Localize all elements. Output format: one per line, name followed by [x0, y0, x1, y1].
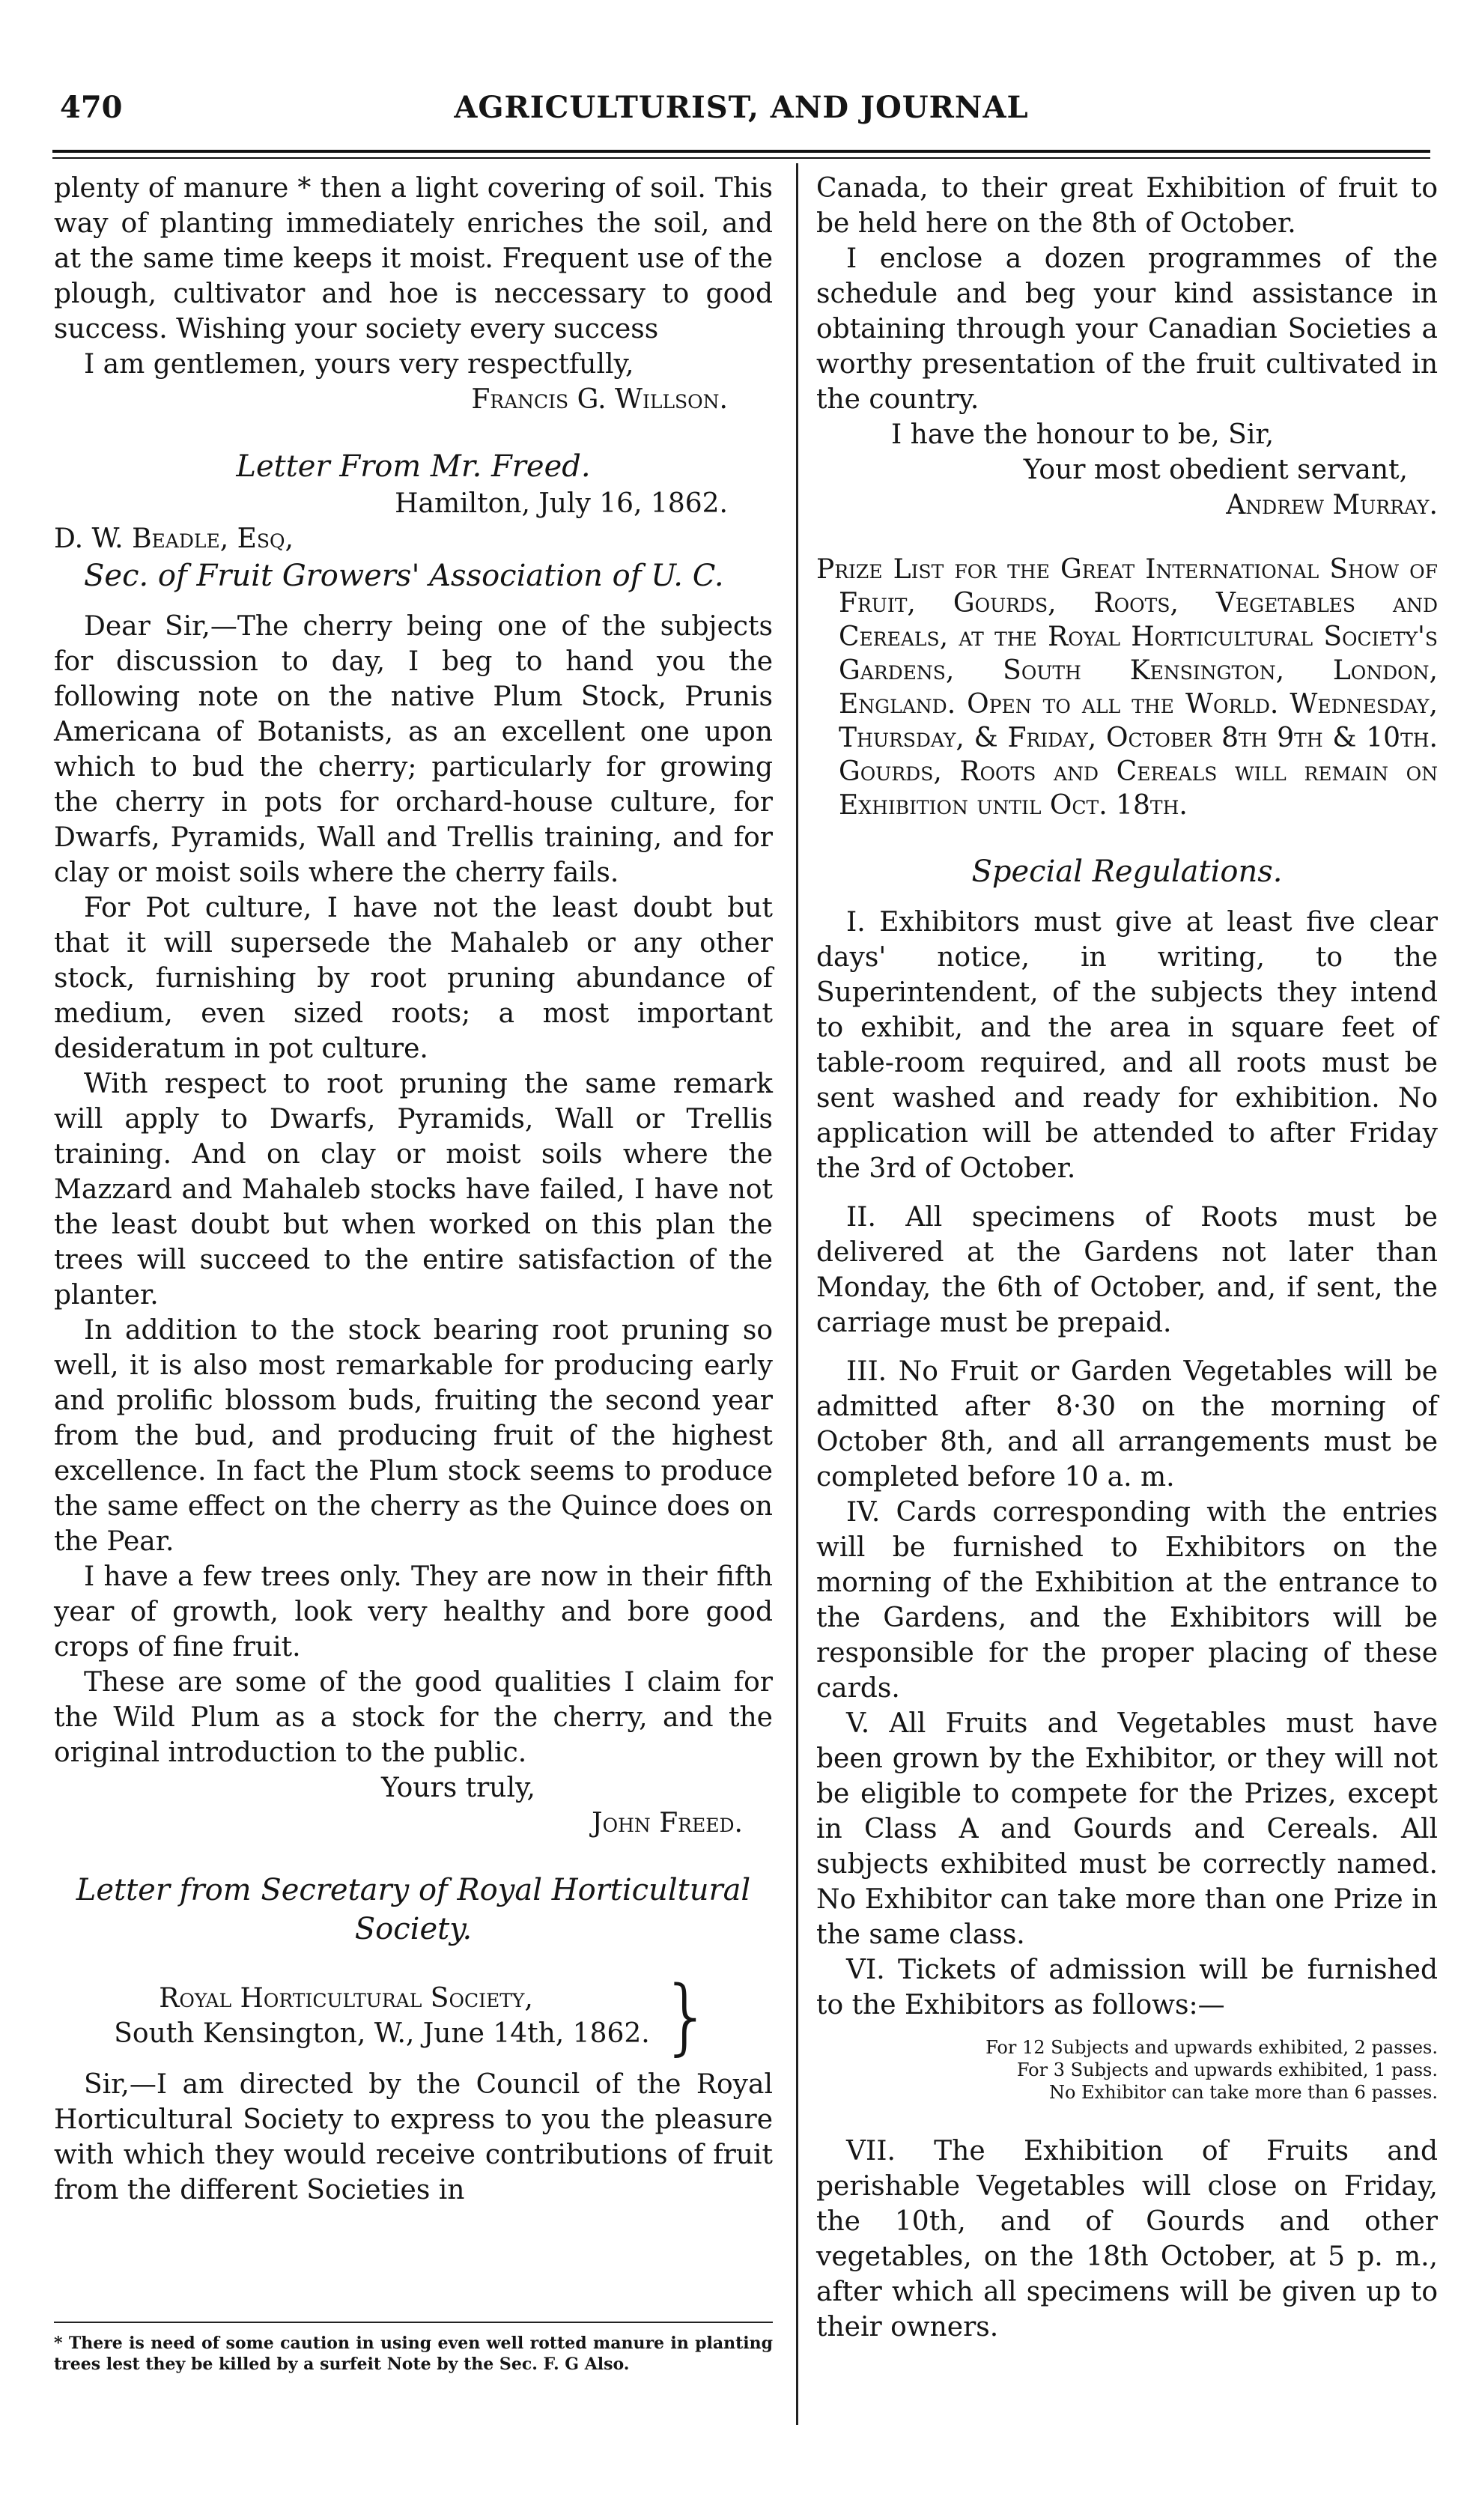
rhs-continued-closing: I have the honour to be, Sir, [891, 419, 1275, 450]
ticket-line: For 3 Subjects and upwards exhibited, 1 pass. [1016, 2059, 1438, 2080]
regulation-vii: VII. The Exhibition of Fruits and perishable Vegetables will close on Friday, the 10th, and of Gourds and other vegetables, on the 18th October, at 5 p. m., after which all specimens will be given up to their owners. [816, 2136, 1438, 2343]
regulation-item: V. All Fruits and Vegetables must have been grown by the Exhibitor, or they will not be eligible to compete for the Prizes, except in Class A and Gourds and Cereals. All subjects exhibited must be correctly named. No Exhibitor can take more than one Prize in the same class. [816, 1708, 1438, 1950]
special-regulations-heading: Special Regulations. [971, 854, 1283, 889]
footnote [54, 2333, 773, 2375]
header-rule-thin [52, 157, 1430, 159]
willson-closing: I am gentlemen, yours very respectfully, [84, 349, 634, 380]
header-rule-thick [52, 150, 1430, 153]
right-column [816, 171, 1438, 2345]
regulation-item: IV. Cards corresponding with the entries will be furnished to Exhibitors on the morning of the Exhibition at the entrance to the Gardens, and the Exhibitors will be responsible for the proper placing of these cards. [816, 1497, 1438, 1704]
page-number: 470 [60, 90, 123, 125]
rhs-address-line1: Royal Horticultural Society, [159, 1983, 533, 2014]
freed-addressee-title: Sec. of Fruit Growers' Association of U. C. [84, 559, 724, 593]
regulation-item: I. Exhibitors must give at least five clear days' notice, in writing, to the Superintendent, of the subjects they intend to exhibit, and the area in square feet of table-room required, and all roots must be sent washed and ready for exhibition. No application will be attended to after Friday the 3rd of October. [816, 907, 1438, 1184]
willson-signature: Francis G. Willson. [471, 384, 728, 415]
rhs-address-block [54, 1968, 773, 2064]
freed-paragraph: Dear Sir,—The cherry being one of the subjects for discussion to day, I beg to hand you the following note on the native Plum Stock, Prunis Americana of Botanists, as an excellent one upon which to bud the cherry; particularly for growing the cherry in pots for orchard-house culture, for Dwarfs, Pyramids, Wall and Trellis training, and for clay or moist soils where the cherry fails. [54, 611, 773, 888]
left-column [54, 171, 773, 2208]
freed-signature: John Freed. [592, 1808, 743, 1839]
rhs-continued-signature: Andrew Murray. [1226, 490, 1438, 520]
ticket-line: No Exhibitor can take more than 6 passes. [1048, 2082, 1438, 2103]
column-divider [796, 163, 798, 2425]
regulation-item: II. All specimens of Roots must be delivered at the Gardens not later than Monday, the 6th of October, and, if sent, the carriage must be prepaid. [816, 1202, 1438, 1338]
regulation-item: VI. Tickets of admission will be furnished to the Exhibitors as follows:— [816, 1955, 1438, 2020]
rhs-continued-body: Canada, to their great Exhibition of fruit to be held here on the 8th of October. [816, 173, 1438, 239]
ticket-line: For 12 Subjects and upwards exhibited, 2 passes. [985, 2037, 1438, 2058]
rhs-address-line2: South Kensington, W., June 14th, 1862. [114, 2018, 650, 2049]
prize-list-heading-block [816, 553, 1438, 822]
freed-paragraph: I have a few trees only. They are now in their fifth year of growth, look very healthy and bore good crops of fine fruit. [54, 1561, 773, 1663]
running-title: AGRICULTURIST, AND JOURNAL [454, 90, 1029, 125]
freed-closing: Yours truly, [381, 1773, 535, 1803]
rhs-continued-paragraph: I enclose a dozen programmes of the schedule and beg your kind assistance in obtaining through your Canadian Societies a worthy presentation of the fruit cultivated in the country. [816, 243, 1438, 415]
prize-list-heading: Prize List for the Great International Show of Fruit, Gourds, Roots, Vegetables and Cereals, at the Royal Horticultural Society's Gardens, South Kensington, London, England. Open to all the World. Wednesday, Thursday, & Friday, October 8th 9th & 10th. Gourds, Roots and Cereals will remain on Exhibition until Oct. 18th. [816, 554, 1438, 821]
page-header [52, 90, 1430, 142]
regulation-item: III. No Fruit or Garden Vegetables will be admitted after 8·30 on the morning of October 8th, and all arrangements must be completed before 10 a. m. [816, 1356, 1438, 1493]
rhs-letter-body: Sir,—I am directed by the Council of the Royal Horticultural Society to express to you the pleasure with which they would receive contributions of fruit from the different Societies in [54, 2069, 773, 2205]
willson-letter-body: plenty of manure * then a light covering of soil. This way of planting immediately enriches the soil, and at the same time keeps it moist. Frequent use of the plough, cultivator and hoe is neccessary to good success. Wishing your society every success [54, 173, 773, 344]
ticket-lines [816, 2036, 1438, 2104]
brace-glyph: } [660, 1968, 713, 2064]
freed-addressee: D. W. Beadle, Esq, [54, 523, 294, 554]
rhs-letter-heading: Letter from Secretary of Royal Horticultural Society. [76, 1873, 751, 1946]
footnote-text: * There is need of some caution in using even well rotted manure in planting trees lest they be killed by a surfeit Note by the Sec. F. G Also. [54, 2334, 773, 2374]
freed-paragraph: These are some of the good qualities I claim for the Wild Plum as a stock for the cherry, and the original introduction to the public. [54, 1667, 773, 1768]
freed-paragraph: For Pot culture, I have not the least doubt but that it will supersede the Mahaleb or any other stock, furnishing by root pruning abundance of medium, even sized roots; a most important desideratum in pot culture. [54, 893, 773, 1064]
freed-letter-heading: Letter From Mr. Freed. [236, 449, 591, 484]
freed-place-date: Hamilton, July 16, 1862. [395, 488, 728, 519]
footnote-rule [54, 2322, 773, 2323]
freed-paragraph: In addition to the stock bearing root pruning so well, it is also most remarkable for producing early and prolific blossom buds, fruiting the second year from the bud, and producing fruit of the highest excellence. In fact the Plum stock seems to produce the same effect on the cherry as the Quince does on the Pear. [54, 1315, 773, 1557]
rhs-continued-closing2: Your most obedient servant, [1023, 455, 1408, 485]
freed-paragraph: With respect to root pruning the same remark will apply to Dwarfs, Pyramids, Wall or Trellis training. And on clay or moist soils where the Mazzard and Mahaleb stocks have failed, I have not the least doubt but when worked on this plan the trees will succeed to the entire satisfaction of the planter. [54, 1069, 773, 1311]
